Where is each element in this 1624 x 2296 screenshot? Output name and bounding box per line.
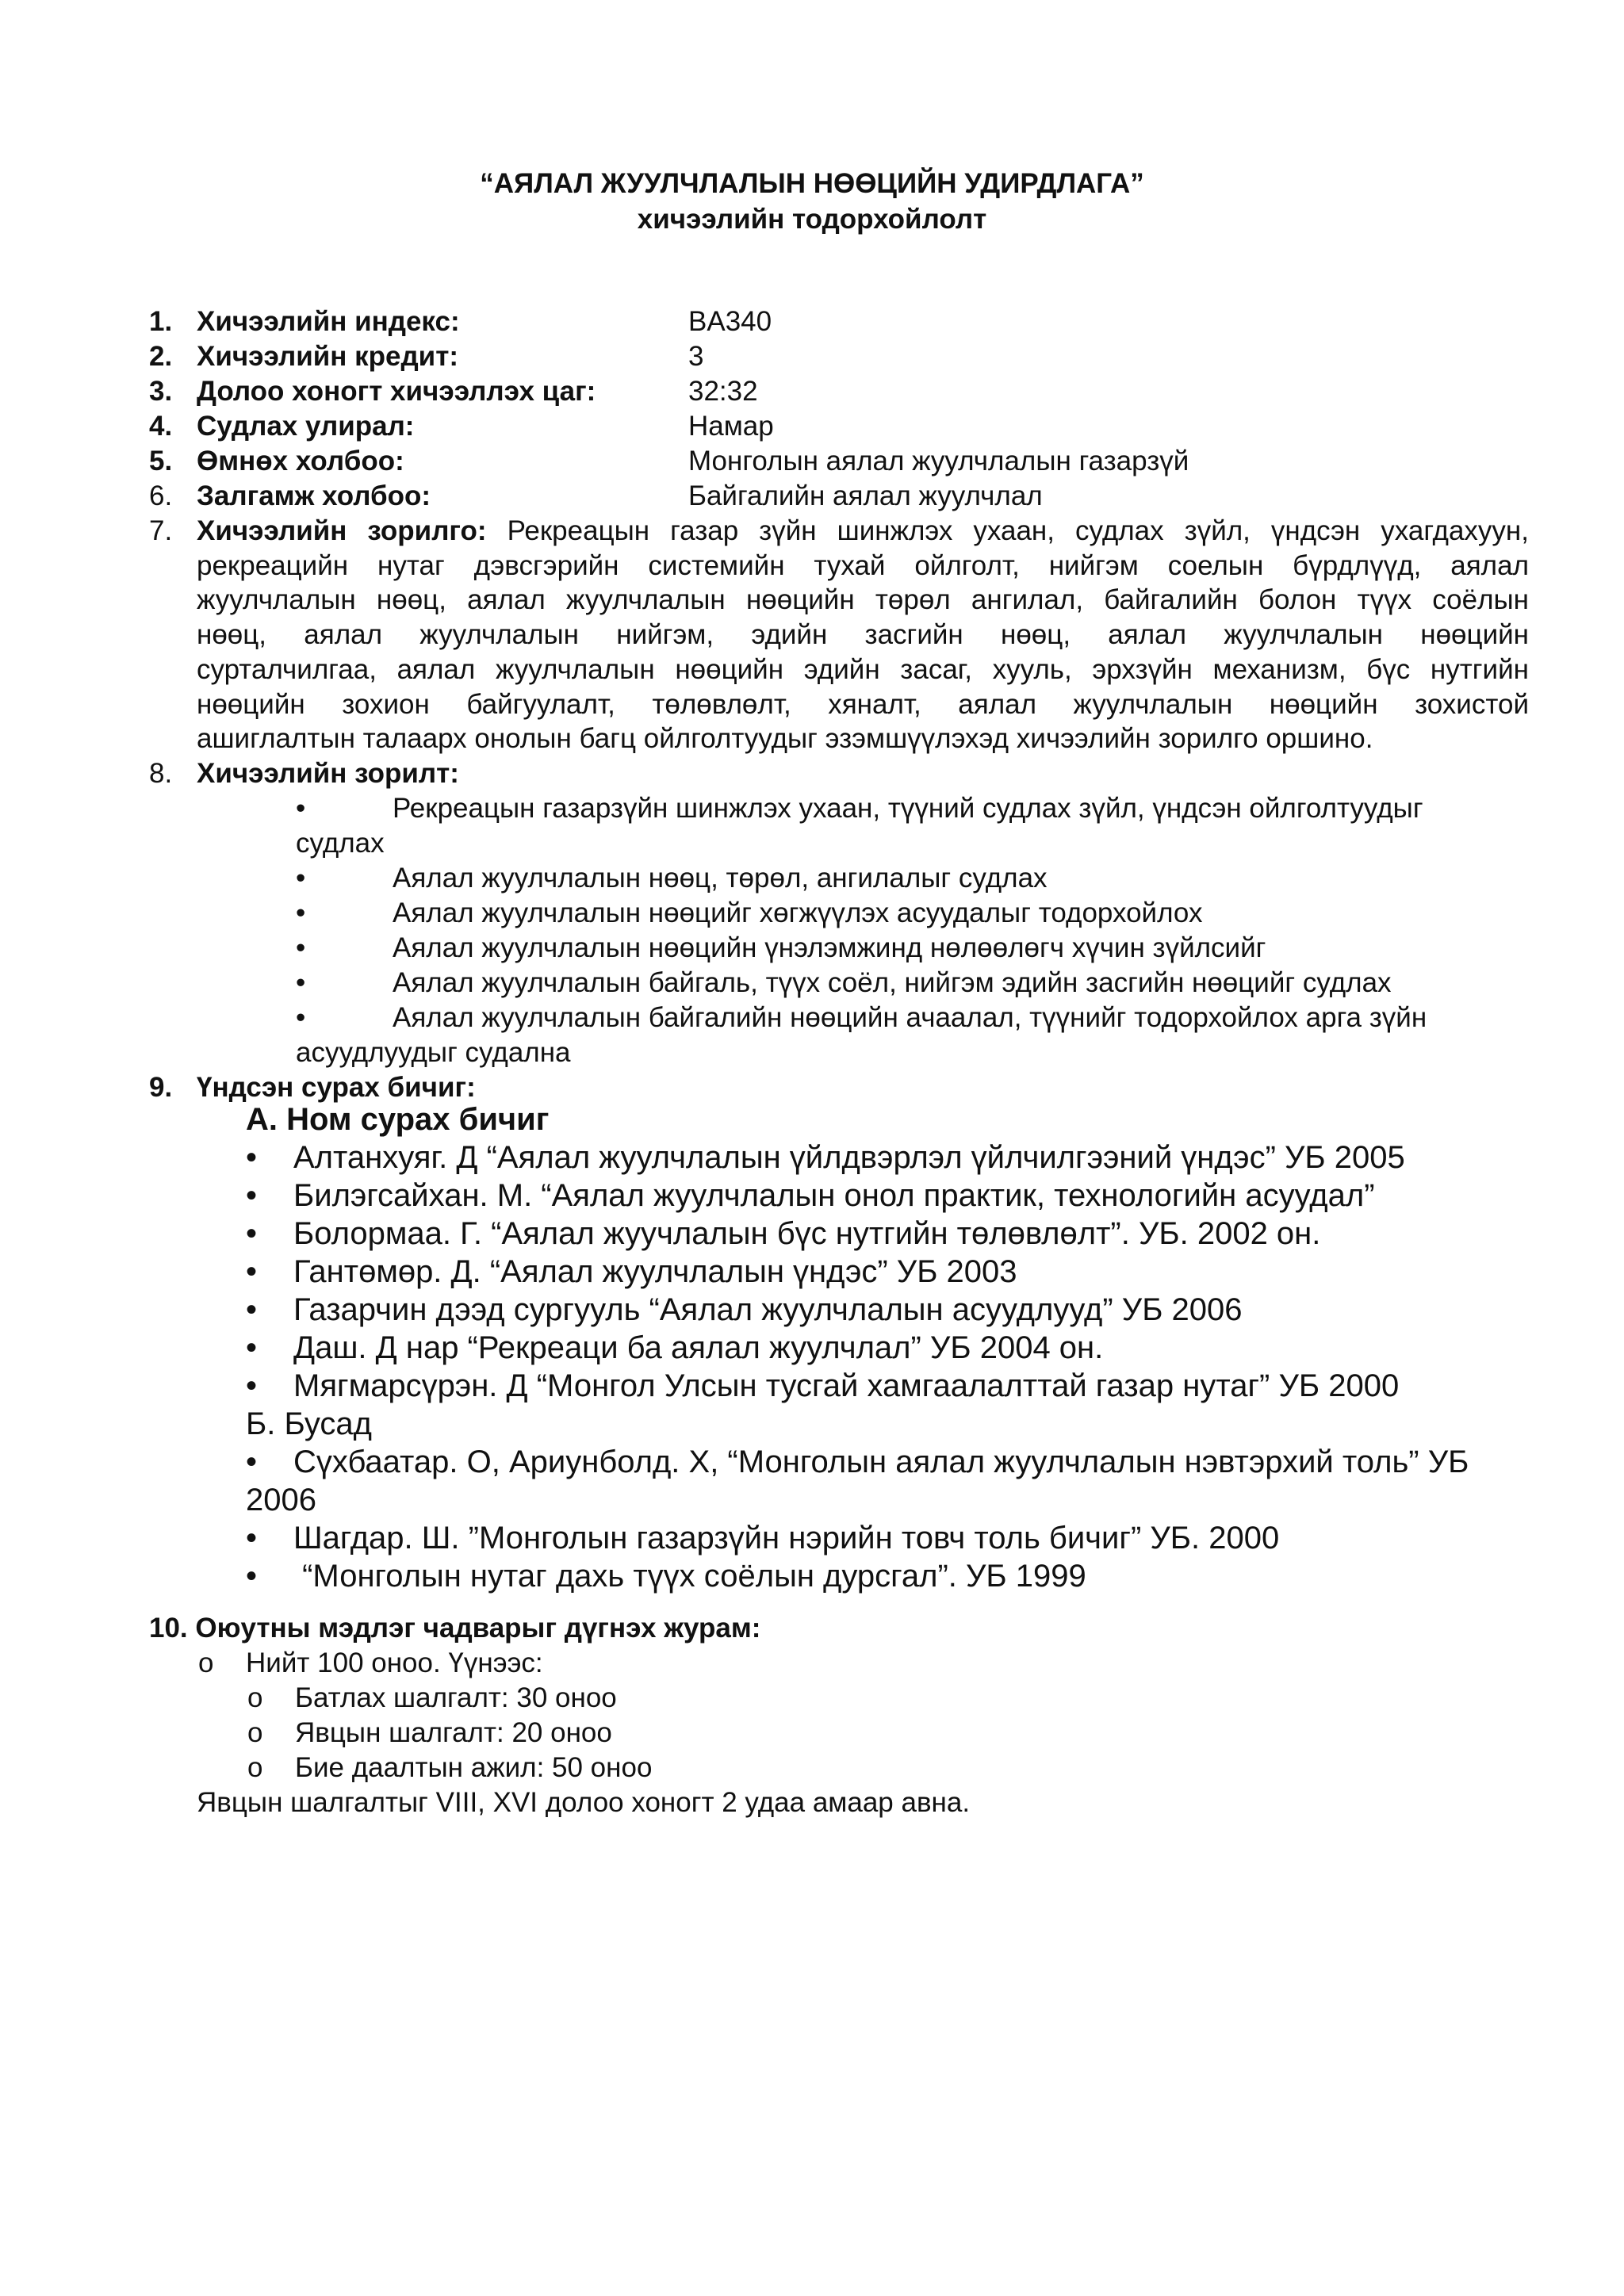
goal-number: 7. (149, 515, 173, 546)
goal-line: Хичээлийн зорилго: Рекреацын газар зүйн шинжлэх ухаан, судлах зүйл, үндсэн ухагдахуун, (197, 515, 1529, 546)
field-course-index: 1. Хичээлийн индекс: BA340 (149, 306, 772, 337)
field-semester: 4. Судлах улирал: Намар (149, 411, 774, 442)
tasks-heading: 8. Хичээлийн зорилт: (149, 758, 459, 789)
goal-line: сурталчилгаа, аялал жуулчлалын нөөцийн эдийн засаг, хууль, эрхзүйн механизм, бүс нутгийн (197, 653, 1529, 685)
assessment-part: o Явцын шалгалт: 20 оноо (247, 1717, 612, 1748)
assessment-part: o Батлах шалгалт: 30 оноо (247, 1682, 617, 1713)
goal-label: Хичээлийн зорилго: (197, 515, 487, 546)
field-follow-up: 6. Залгамж холбоо: Байгалийн аялал жуулчлал (149, 480, 1043, 511)
goal-line: рекреацийн нутаг дэвсгэрийн системийн тухай ойлголт, нийгэм соелын бүрдлүүд, аялал (197, 549, 1529, 581)
list-item-continuation: асуудлуудыг судална (296, 1037, 571, 1068)
goal-line: нөөц, аялал жуулчлалын нийгэм, эдийн засгийн нөөц, аялал жуулчлалын нөөцийн (197, 619, 1529, 651)
document-title: “АЯЛАЛ ЖУУЛЧЛАЛЫН НӨӨЦИЙН УДИРДЛАГА” (480, 168, 1144, 199)
textbooks-heading: 9. Үндсэн сурах бичиг: (149, 1072, 476, 1103)
goal-line: жуулчлалын нөөц, аялал жуулчлалын нөөцийн төрөл ангилал, байгалийн болон түүх соёлын (197, 584, 1529, 616)
assessment-heading: 10. Оюутны мэдлэг чадварыг дүгнэх журам: (149, 1613, 761, 1644)
goal-paragraph (197, 514, 1529, 756)
list-item-continuation: 2006 (246, 1483, 316, 1517)
assessment-total: o Нийт 100 оноо. Үүнээс: (198, 1647, 543, 1678)
field-course-credit: 2. Хичээлийн кредит: 3 (149, 341, 704, 372)
document-page: “АЯЛАЛ ЖУУЛЧЛАЛЫН НӨӨЦИЙН УДИРДЛАГА” хичээлийн тодорхойлолт 1. Хичээлийн индекс: BA340 2. Хичээлийн кредит: 3 3. Долоо хоногт хичээллэх цаг: 32:32 4. Судлах улирал: Намар 5. Өмнөх холбоо: Монголын аялал жуулчлалын газарзүй 6. Залгамж холбоо: Байгалийн аялал жуулчлал 7. Хичээлийн зорилго: Рекреацын газар зүйн шинжлэх ухаан, судлах зүйл, үндсэн ухагдахуун, рекреацийн нутаг дэвсгэрийн системийн тухай ойлголт, нийгэм соелын бүрдлүүд, аялал жуулчлалын нөөц, аялал жуулчлалын нөөцийн төрөл ангилал, байгалийн болон түүх соёлын нөөц, аялал жуулчлалын нийгэм, эдийн засгийн нөөц, аялал жуулчлалын нөөцийн сурталчилгаа, аялал жуулчлалын нөөцийн эдийн засаг, хууль, эрхзүйн механизм, бүс нутгийн нөөцийн зохион байгуулалт, төлөвлөлт, хяналт, аялал жуулчлалын нөөцийн зохистой ашиглалтын талаарх онолын багц ойлголтуудыг эзэмшүүлэхэд хичээлийн зорилго оршино. 8. Хичээлийн зорилт: • Рекреацын газарзүйн шинжлэх ухаан, түүний судлах зүйл, үндсэн ойлголтуудыг судлах • Аялал жуулчлалын нөөц, төрөл, ангилалыг судлах • Аялал жуулчлалын нөөцийг хөгжүүлэх асуудалыг тодорхойлох • Аялал жуулчлалын нөөцийн үнэлэмжинд нөлөөлөгч хүчин зүйлсийг • Аялал жуулчлалын байгаль, түүх соёл, нийгэм эдийн засгийн нөөцийг судлах • Аялал жуулчлалын байгалийн нөөцийн ачаалал, түүнийг тодорхойлох арга зүйн асуудлуудыг судална 9. Үндсэн сурах бичиг: А. Ном сурах бичиг • Алтанхуяг. Д “Аялал жуулчлалын үйлдвэрлэл үйлчилгээний үндэс” УБ 2005 • Билэгсайхан. М. “Аялал жуулчлалын онол практик, технологийн асуудал” • Болормаа. Г. “Аялал жуучлалын бүс нутгийн төлөвлөлт”. УБ. 2002 он. • Гантөмөр. Д. “Аялал жуулчлалын үндэс” УБ 2003 • Газарчин дээд сургууль “Аялал жуулчлалын асуудлууд” УБ 2006 • Даш. Д нар “Рекреаци ба аялал жуулчлал” УБ 2004 он. • Мягмарсүрэн. Д “Монгол Улсын тусгай хамгаалалттай газар нутаг” УБ 2000 Б. Бусад • Сүхбаатар. О, Ариунболд. Х, “Монголын аялал жуулчлалын нэвтэрхий толь” УБ 2006 • Шагдар. Ш. ”Монголын газарзүйн нэрийн товч толь бичиг” УБ. 2000 • “Монголын нутаг дахь түүх соёлын дурсгал”. УБ 1999 10. Оюутны мэдлэг чадварыг дүгнэх журам: o Нийт 100 оноо. Үүнээс: o Батлах шалгалт: 30 оноо o Явцын шалгалт: 20 оноо o Бие даалтын ажил: 50 оноо Явцын шалгалтыг VIII, XVI долоо хоногт 2 удаа амаар авна. (0, 0, 1624, 2296)
section-a-heading: А. Ном сурах бичиг (246, 1102, 550, 1137)
section-b-heading: Б. Бусад (246, 1406, 372, 1441)
assessment-part: o Бие даалтын ажил: 50 оноо (247, 1752, 653, 1783)
field-weekly-hours: 3. Долоо хоногт хичээллэх цаг: 32:32 (149, 376, 758, 407)
goal-line: нөөцийн зохион байгуулалт, төлөвлөлт, хяналт, аялал жуулчлалын нөөцийн зохистой (197, 688, 1529, 720)
list-item-continuation: судлах (296, 828, 385, 859)
goal-line: ашиглалтын талаарх онолын багц ойлголтуудыг эзэмшүүлэхэд хичээлийн зорилго оршино. (197, 723, 1373, 755)
document-subtitle: хичээлийн тодорхойлолт (637, 204, 987, 235)
field-prerequisite: 5. Өмнөх холбоо: Монголын аялал жуулчлалын газарзүй (149, 446, 1189, 476)
assessment-note: Явцын шалгалтыг VIII, XVI долоо хоногт 2 удаа амаар авна. (197, 1787, 971, 1818)
